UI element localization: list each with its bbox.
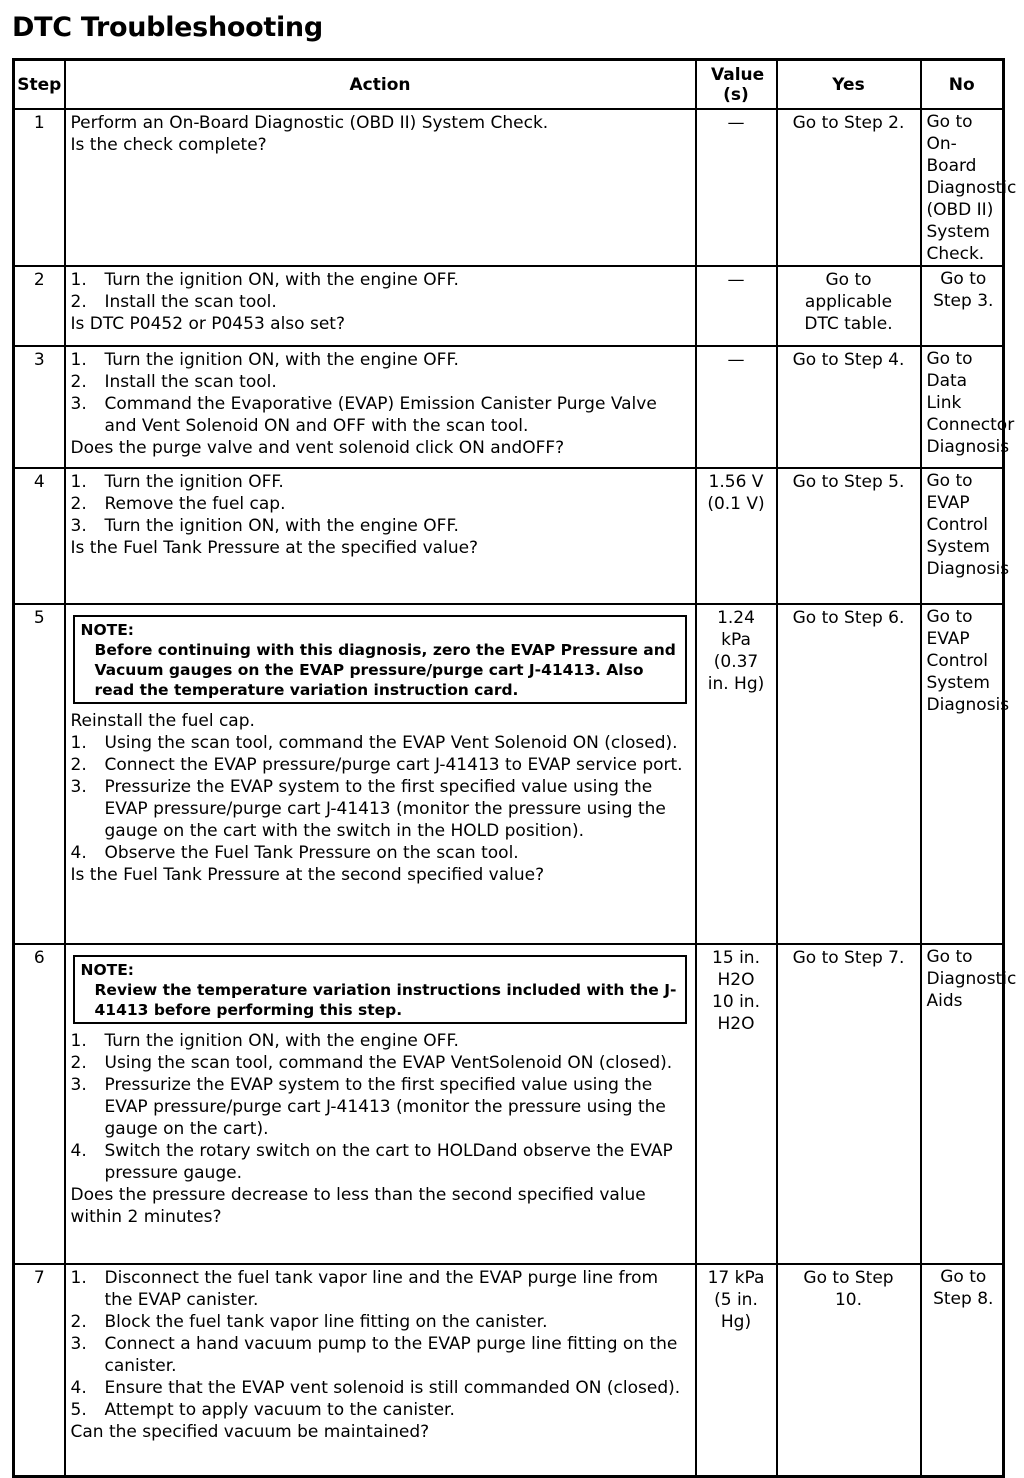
action-step [71,732,691,754]
no-cell: Go to Diagnostic Aids [921,944,1004,1264]
action-step-number: 3. [70,777,87,797]
action-step-text: Using the scan tool, command the EVAP VentSolenoid ON (closed). [104,1053,673,1073]
action-step-text: Turn the ignition OFF. [104,472,284,492]
value-text: — [727,270,745,290]
action-cell [65,468,696,604]
action-step-text: Turn the ignition ON, with the engine OFF. [104,350,459,370]
action-text: Perform an On-Board Diagnostic (OBD II) System Check. [70,113,549,133]
action-step [71,1399,691,1421]
note-box [73,955,687,1024]
action-step-text: Connect the EVAP pressure/purge cart J-41413 to EVAP service port. [104,755,683,775]
action-step-number: 1. [70,350,87,370]
action-step [71,1140,691,1184]
note-label: NOTE: [80,621,135,639]
yes-cell [777,604,921,944]
action-step-text: Turn the ignition ON, with the engine OFF. [104,1031,459,1051]
table-row [14,468,1004,604]
action-step [71,269,691,291]
action-question: Does the pressure decrease to less than the second specified value within 2 minutes? [70,1185,646,1227]
action-step-number: 1. [70,733,87,753]
action-step [71,371,691,393]
action-step [71,1074,691,1140]
table-body [14,109,1017,1476]
action-step-number: 1. [70,270,87,290]
yes-cell [777,266,921,346]
action-question: Is the Fuel Tank Pressure at the specified value? [70,538,479,558]
value-cell [696,944,777,1264]
yes-text: Go to Step 6. [792,608,905,628]
action-question: Is the check complete? [70,135,267,155]
action-step-text: Using the scan tool, command the EVAP Vent Solenoid ON (closed). [104,733,678,753]
step-number: 7 [14,1264,65,1476]
action-step-number: 1. [70,1031,87,1051]
action-step-number: 5. [70,1400,87,1420]
note-label: NOTE: [80,961,135,979]
action-step [71,1333,691,1377]
action-step-text: Ensure that the EVAP vent solenoid is still commanded ON (closed). [104,1378,681,1398]
action-step-number: 4. [70,1378,87,1398]
action-step-number: 3. [70,516,87,536]
yes-cell [777,944,921,1264]
action-step-text: Install the scan tool. [104,292,277,312]
step-number: 4 [14,468,65,604]
dtc-table [12,58,1017,1478]
action-step-number: 4. [70,843,87,863]
no-cell: Go to EVAP Control System Diagnosis [921,468,1004,604]
action-step [71,471,691,493]
value-cell [696,266,777,346]
yes-text: Go to Step 4. [792,350,905,370]
header-action: Action [65,60,696,110]
no-cell: Go to Step 3. [921,266,1004,346]
yes-text: Go to Step 5. [792,472,905,492]
note-text: Before continuing with this diagnosis, zero the EVAP Pressure and Vacuum gauges on the EVAP pressure/purge cart J-41413. Also read the temperature variation instruction card. [94,641,676,699]
table-row [14,346,1004,468]
action-step [71,1267,691,1311]
yes-text: Go to applicable DTC table. [804,270,893,334]
action-cell [65,944,696,1264]
action-step-number: 3. [70,1075,87,1095]
action-step [71,842,691,864]
action-step-text: Install the scan tool. [104,372,277,392]
action-step-number: 2. [70,755,87,775]
action-step [71,291,691,313]
action-step [71,1030,691,1052]
action-step [71,1377,691,1399]
table-row [14,266,1004,346]
action-step [71,1311,691,1333]
action-step-text: Block the fuel tank vapor line fitting on the canister. [104,1312,548,1332]
action-step-number: 2. [70,1312,87,1332]
action-question: Can the specified vacuum be maintained? [70,1422,430,1442]
action-step-text: Turn the ignition ON, with the engine OFF. [104,270,459,290]
action-cell [65,346,696,468]
yes-cell [777,346,921,468]
action-step-text: Connect a hand vacuum pump to the EVAP purge line fitting on the canister. [104,1334,678,1376]
action-step-text: Observe the Fuel Tank Pressure on the scan tool. [104,843,519,863]
note-box [73,615,687,704]
value-text: 1.56 V (0.1 V) [707,472,765,514]
action-step-text: Remove the fuel cap. [104,494,286,514]
action-step-number: 3. [70,1334,87,1354]
action-step-text: Command the Evaporative (EVAP) Emission Canister Purge Valve and Vent Solenoid ON and OFF with the scan tool. [104,394,657,436]
action-question: Is the Fuel Tank Pressure at the second specified value? [70,865,545,885]
yes-cell [777,1264,921,1476]
no-cell: Go to Data Link Connector Diagnosis [921,346,1004,468]
yes-cell [777,468,921,604]
action-step-text: Turn the ignition ON, with the engine OFF. [104,516,459,536]
yes-text: Go to Step 10. [803,1268,894,1310]
header-yes: Yes [777,60,921,110]
yes-text: Go to Step 7. [792,948,905,968]
action-step [71,1052,691,1074]
action-step [71,393,691,437]
action-cell [65,109,696,266]
action-step-number: 3. [70,394,87,414]
action-text: Reinstall the fuel cap. [70,711,255,731]
action-step-text: Disconnect the fuel tank vapor line and the EVAP purge line from the EVAP canister. [104,1268,659,1310]
action-step-text: Pressurize the EVAP system to the first specified value using the EVAP pressure/purge cart J-41413 (monitor the pressure using the gauge on the cart). [104,1075,666,1139]
header-value [696,60,777,110]
header-no: No [921,60,1004,110]
yes-cell [777,109,921,266]
step-number: 1 [14,109,65,266]
value-text: 15 in. H2O 10 in. H2O [712,948,760,1034]
action-step-number: 2. [70,494,87,514]
step-number: 6 [14,944,65,1264]
action-step-text: Attempt to apply vacuum to the canister. [104,1400,455,1420]
action-cell [65,1264,696,1476]
note-text: Review the temperature variation instructions included with the J-41413 before performing this step. [94,981,677,1019]
header-value-label: Value (s) [711,64,765,105]
value-text: — [727,113,745,133]
action-step-text: Pressurize the EVAP system to the first specified value using the EVAP pressure/purge cart J-41413 (monitor the pressure using the gauge on the cart with the switch in the HOLD position). [104,777,666,841]
action-question: Is DTC P0452 or P0453 also set? [70,314,345,334]
value-text: 1.24 kPa (0.37 in. Hg) [707,608,765,694]
page-title: DTC Troubleshooting [12,12,323,43]
action-step-number: 1. [70,1268,87,1288]
table-row [14,109,1004,266]
action-step [71,776,691,842]
action-step [71,754,691,776]
action-step-number: 4. [70,1141,87,1161]
action-cell [65,266,696,346]
value-cell [696,604,777,944]
no-cell: Go to EVAP Control System Diagnosis [921,604,1004,944]
no-cell: Go to On-Board Diagnostic (OBD II) System Check. [921,109,1004,266]
action-step-number: 2. [70,1053,87,1073]
table-row [14,604,1004,944]
yes-text: Go to Step 2. [792,113,905,133]
action-step [71,349,691,371]
step-number: 3 [14,346,65,468]
action-cell [65,604,696,944]
value-text: — [727,350,745,370]
action-step [71,515,691,537]
table-row [14,944,1004,1264]
header-step: Step [14,60,65,110]
value-cell [696,346,777,468]
header-row [14,60,1004,110]
action-step-number: 1. [70,472,87,492]
step-number: 5 [14,604,65,944]
value-cell [696,468,777,604]
action-step-number: 2. [70,292,87,312]
value-text: 17 kPa (5 in. Hg) [707,1268,765,1332]
action-question: Does the purge valve and vent solenoid click ON andOFF? [70,438,565,458]
no-cell: Go to Step 8. [921,1264,1004,1476]
value-cell [696,109,777,266]
value-cell [696,1264,777,1476]
action-step-text: Switch the rotary switch on the cart to HOLDand observe the EVAP pressure gauge. [104,1141,673,1183]
action-step [71,493,691,515]
action-step-number: 2. [70,372,87,392]
step-number: 2 [14,266,65,346]
table-row [14,1264,1004,1476]
